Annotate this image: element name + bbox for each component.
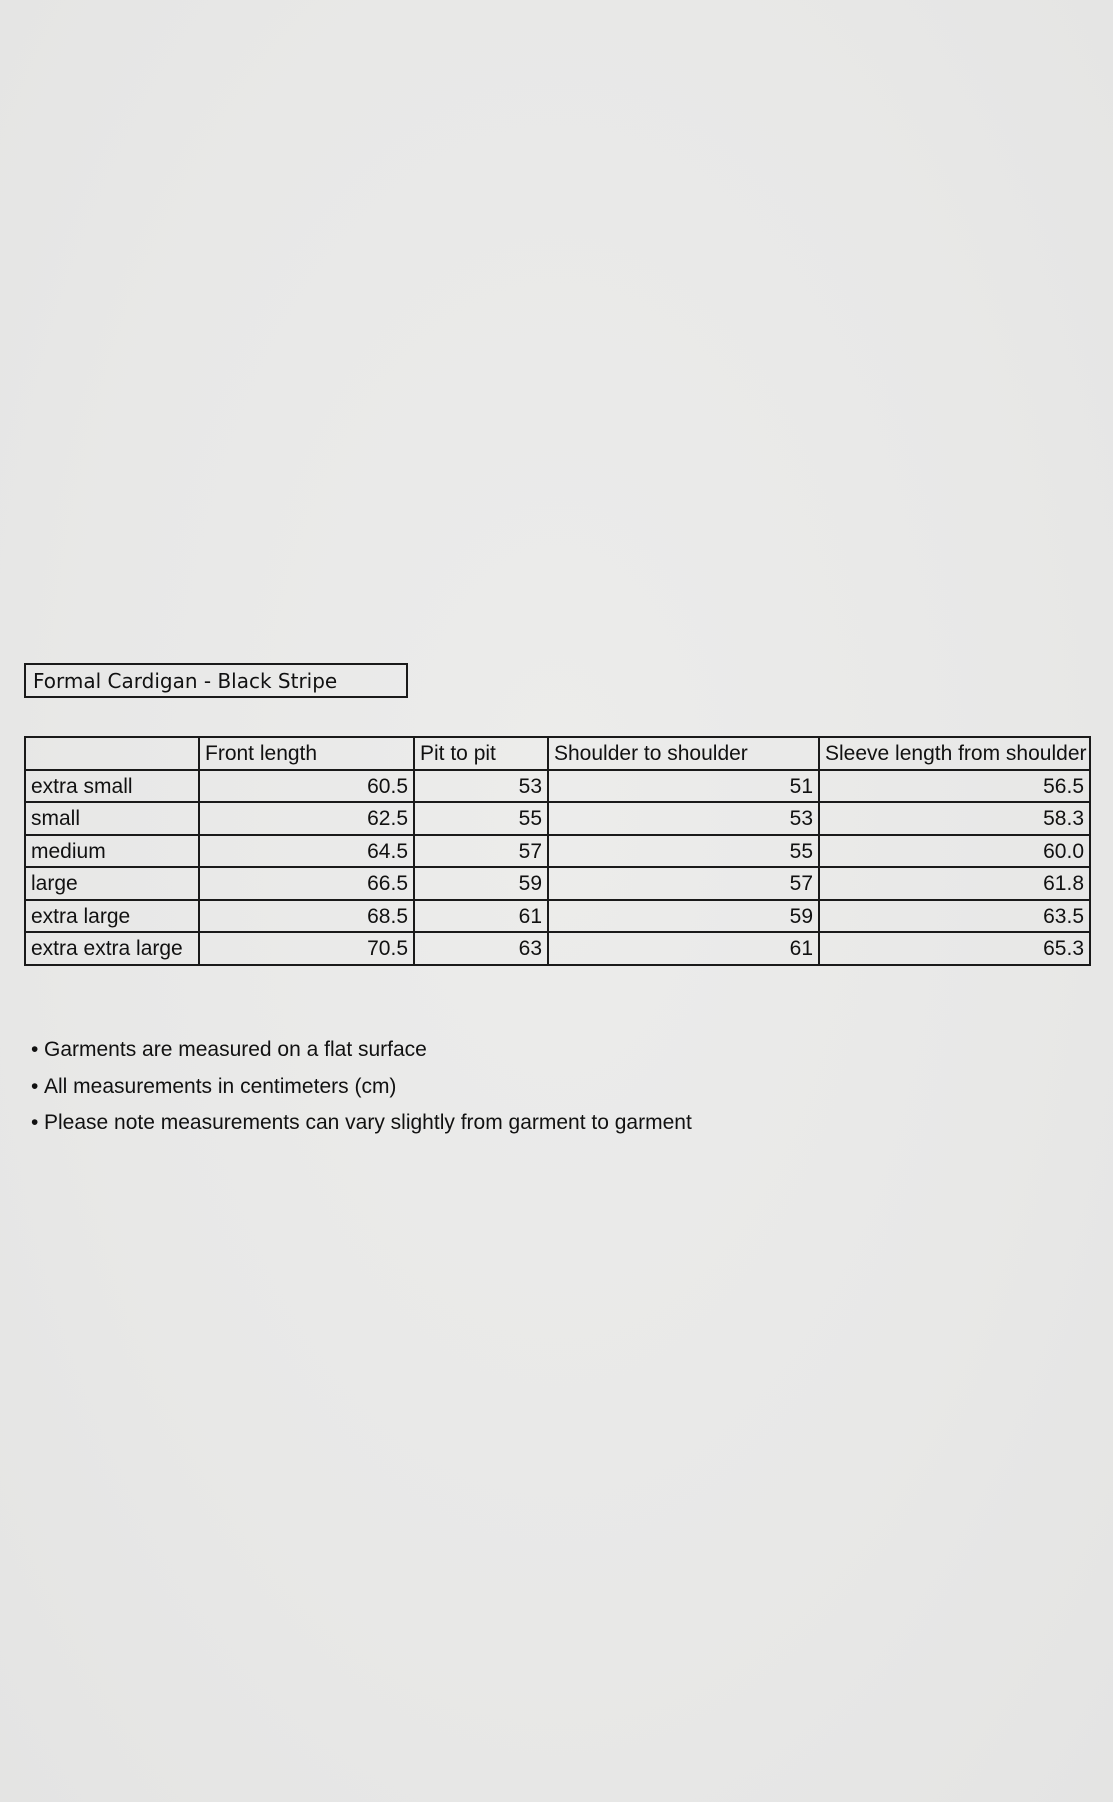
pit-to-pit-cell: 59 [414, 867, 548, 900]
size-label-cell: small [25, 802, 199, 835]
header-cell-pit-to-pit: Pit to pit [414, 737, 548, 770]
note-text: Please note measurements can vary slightly from garment to garment [44, 1111, 692, 1134]
note-text: Garments are measured on a flat surface [44, 1038, 427, 1061]
bullet-icon: • [31, 1074, 39, 1098]
sleeve-length-cell: 56.5 [819, 770, 1090, 803]
table-row [25, 900, 1090, 933]
shoulder-to-shoulder-cell: 55 [548, 835, 819, 868]
size-label-cell: extra extra large [25, 932, 199, 965]
note-item [31, 1032, 692, 1069]
front-length-cell: 62.5 [199, 802, 414, 835]
pit-to-pit-cell: 55 [414, 802, 548, 835]
table-row [25, 770, 1090, 803]
table-row [25, 867, 1090, 900]
shoulder-to-shoulder-cell: 51 [548, 770, 819, 803]
product-title: Formal Cardigan - Black Stripe [24, 663, 408, 698]
size-label-cell: large [25, 867, 199, 900]
table-row [25, 932, 1090, 965]
table-header-row [25, 737, 1090, 770]
front-length-cell: 66.5 [199, 867, 414, 900]
sleeve-length-cell: 60.0 [819, 835, 1090, 868]
header-cell-shoulder-to-shoulder: Shoulder to shoulder [548, 737, 819, 770]
header-cell-size [25, 737, 199, 770]
pit-to-pit-cell: 53 [414, 770, 548, 803]
header-cell-front-length: Front length [199, 737, 414, 770]
pit-to-pit-cell: 61 [414, 900, 548, 933]
header-cell-sleeve-length: Sleeve length from shoulder [819, 737, 1090, 770]
measurement-notes [31, 1032, 692, 1142]
table-row [25, 835, 1090, 868]
shoulder-to-shoulder-cell: 59 [548, 900, 819, 933]
pit-to-pit-cell: 63 [414, 932, 548, 965]
front-length-cell: 64.5 [199, 835, 414, 868]
shoulder-to-shoulder-cell: 57 [548, 867, 819, 900]
bullet-icon: • [31, 1038, 39, 1061]
size-label-cell: extra small [25, 770, 199, 803]
front-length-cell: 60.5 [199, 770, 414, 803]
size-label-cell: medium [25, 835, 199, 868]
shoulder-to-shoulder-cell: 61 [548, 932, 819, 965]
sleeve-length-cell: 65.3 [819, 932, 1090, 965]
shoulder-to-shoulder-cell: 53 [548, 802, 819, 835]
front-length-cell: 68.5 [199, 900, 414, 933]
sleeve-length-cell: 63.5 [819, 900, 1090, 933]
table-row [25, 802, 1090, 835]
size-label-cell: extra large [25, 900, 199, 933]
note-item [31, 1069, 692, 1106]
note-item [31, 1105, 692, 1142]
pit-to-pit-cell: 57 [414, 835, 548, 868]
sleeve-length-cell: 58.3 [819, 802, 1090, 835]
note-text: All measurements in centimeters (cm) [44, 1074, 397, 1098]
sleeve-length-cell: 61.8 [819, 867, 1090, 900]
front-length-cell: 70.5 [199, 932, 414, 965]
bullet-icon: • [31, 1111, 39, 1134]
size-chart-table [24, 736, 1091, 966]
